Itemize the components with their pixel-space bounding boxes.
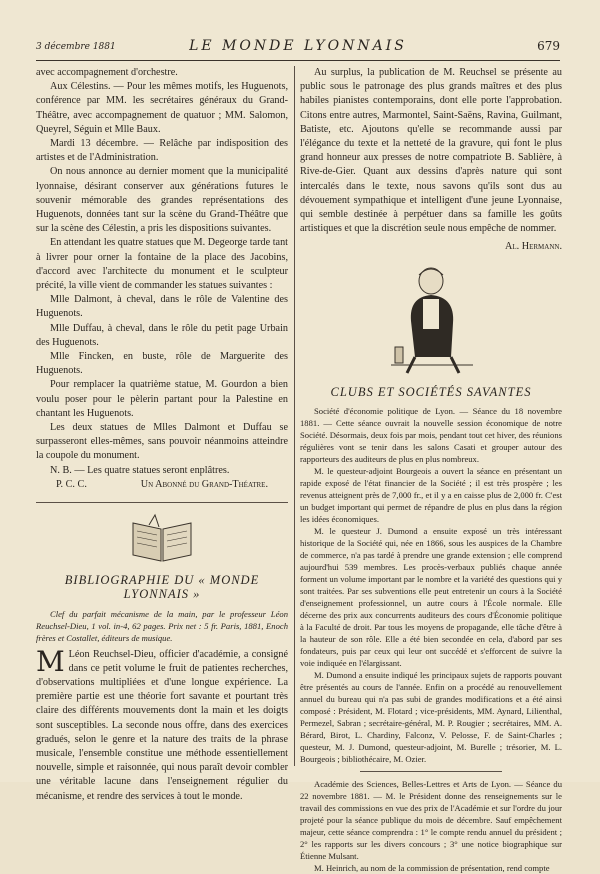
paragraph: Mlle Fincken, en buste, rôle de Marguerite des Huguenots. bbox=[36, 351, 288, 377]
book-illustration bbox=[36, 511, 288, 567]
header-rule bbox=[36, 60, 560, 61]
left-column bbox=[36, 66, 288, 804]
bibliography-review bbox=[36, 644, 288, 804]
page-header bbox=[36, 36, 560, 56]
section-rule bbox=[360, 771, 502, 772]
figure-illustration bbox=[300, 261, 562, 379]
signature-line bbox=[36, 478, 288, 492]
clubs-paragraph: M. Heinrich, au nom de la commission de présentation, rend compte bbox=[314, 862, 550, 873]
column-divider bbox=[294, 66, 295, 766]
paragraph: Mlle Duffau, à cheval, dans le rôle du petit page Urbain des Huguenots. bbox=[36, 322, 288, 348]
abonne-signature: Un Abonné du Grand-Théatre. bbox=[140, 478, 268, 490]
bibliography-reference: Clef du parfait mécanisme de la main, par le professeur Léon Reuchsel-Dieu, 1 vol. in-4, 62 pages. Prix net : 5 fr. Paris, 1881, Enoch frères et Costallet, éditeurs de musique. bbox=[36, 608, 288, 643]
open-book-icon bbox=[127, 511, 197, 567]
paragraph: Aux Célestins. — Pour les mêmes motifs, les Huguenots, conférence par MM. les secrétaires généraux du Grand-Théâtre, avec accompagnement de quatuor ; MM. Salomon, Queyrel, Séguin et Mlle Baux. bbox=[36, 81, 288, 135]
paragraph: avec accompagnement d'orchestre. bbox=[36, 67, 178, 78]
drop-cap: M bbox=[36, 644, 65, 678]
paragraph: On nous annonce au dernier moment que la municipalité lyonnaise, désirant conserver aux générations futures le souvenir mémorable des grandes représentations des Huguenots, données tant sur la scène du Grand-Théâtre que sur la scène des Célestin, a pris les dispositions suivantes. bbox=[36, 166, 288, 235]
clubs-paragraph: M. le questeur-adjoint Bourgeois a ouvert la séance en présentant un rapide exposé de l'état financier de la Société ; il est très prospère ; les revenus atteignent près de 7,000 fr., et il y a en caisse plus de 2,000 fr. C'est un budget important qui permet de répandre de plus en plus dans la région les idées économiques. bbox=[300, 465, 562, 524]
journal-title: LE MONDE LYONNAIS bbox=[189, 38, 407, 54]
issue-date: 3 décembre 1881 bbox=[36, 42, 116, 52]
clubs-title: CLUBS ET SOCIÉTÉS SAVANTES bbox=[330, 384, 532, 399]
paragraph: Mlle Dalmont, à cheval, dans le rôle de Valentine des Huguenots. bbox=[36, 294, 288, 320]
right-column bbox=[300, 66, 562, 874]
section-rule bbox=[36, 502, 288, 503]
pcc-mark: P. C. C. bbox=[56, 478, 87, 490]
page-number: 679 bbox=[537, 39, 560, 53]
paragraph: Mardi 13 décembre. — Relâche par indisposition des artistes et de l'Administration. bbox=[36, 138, 288, 164]
paragraph: Pour remplacer la quatrième statue, M. Gourdon a bien voulu poser pour le pèlerin partant pour la Palestine en chantant les Huguenots. bbox=[36, 379, 288, 419]
paragraph: En attendant les quatre statues que M. Degeorge tarde tant à livrer pour orner la fontaine de la place des Jacobins, d'accord avec l'architecte du monument et le sculpteur précité, la ville vient de commander les statues suivantes : bbox=[36, 237, 288, 292]
clubs-paragraph: M. Dumond a ensuite indiqué les principaux sujets de rapports pouvant être présentés au cours de l'année. Enfin on a procédé au renouvellement annuel du bureau qui n'a pas subi de grandes modifications et a été ainsi composé : Président, M. Flotard ; vice-présidents, MM. Aynard, Lilienthal, Permezel, Sabran ; secrétaire-général, M. P. Rougier ; secrétaires, MM. A. Bérard, Birot, L. Chardiny, Falconz, V. Pelosse, F. de Saint-Charles ; questeur, M. J. Dumond, questeur-adjoint, M. Burelle ; trésorier, M. L. Bourgeois ; bibliothécaire, M. Ozier. bbox=[300, 669, 562, 764]
author-signature: Al. Hermann. bbox=[505, 241, 562, 253]
seated-figure-icon bbox=[381, 261, 481, 379]
paragraph: Au surplus, la publication de M. Reuchsel se présente au public sous le patronage des plus grands maîtres et des plus habiles pianistes contemporains, dont elle porte l'approbation. Citons entre autres, Marmontel, Saint-Saëns, Ravina, Guilmant, Batiste, etc. Ajoutons qu'elle se recommande aussi par l'élégance du texte et la netteté de la gravure, qui font le plus grand honneur aux presses de notre compatriote B. Sablière, à Rive-de-Gier. Quant aux dessins d'après nature qui sont intercalés dans le texte, nous savons qu'ils sont dus au dévouement sympathique et intelligent d'une jeune Lyonnaise, qui semble destinée à perpétuer dans sa famille les goûts artistiques et que la discrétion seule nous empêche de nommer. bbox=[300, 67, 562, 235]
review-text: Léon Reuchsel-Dieu, officier d'académie, a consigné dans ce petit volume le fruit de patientes recherches, d'observations multipliées et d'une longue expérience. La première partie est une théorie fort savante et pourtant très claire des différents mouvements dont la main et les doigts sont susceptibles. La seconde nous offre, dans des exercices gradués, selon le genre et la nature des traits de la phrase musicale, l'ensemble constitue une méthode essentiellement nouvelle, simple et raisonnée, qui nous paraît devoir combler une véritable lacune dans l'enseignement régulier du mécanisme, et rendre des services à tout le monde. bbox=[36, 648, 288, 802]
paragraph: Les deux statues de Mlles Dalmont et Duffau se surpasseront elles-mêmes, sans pouvoir néanmoins atteindre la coupole du monument. bbox=[36, 422, 288, 462]
bibliography-title: BIBLIOGRAPHIE DU « MONDE LYONNAIS » bbox=[64, 573, 260, 602]
clubs-paragraph: Académie des Sciences, Belles-Lettres et Arts de Lyon. — Séance du 22 novembre 1881. — M. le Président donne des renseignements sur le travail des commissions en vue des prix de l'Académie et sur l'ordre du jour projeté pour la séance publique du mois de décembre. Sauf empêchement majeur, cette séance comprendra : 1° le compte rendu annuel du président ; 2° les rapports sur les divers concours ; 3° une notice biographique sur Étienne Mulsant. bbox=[300, 778, 562, 861]
clubs-paragraph: Société d'économie politique de Lyon. — Séance du 18 novembre 1881. — Cette séance ouvrait la nouvelle session économique de notre Société. Désormais, deux fois par mois, pendant tout cet hiver, des réunions régulières vont se tenir dans les salons Casati et grouper autour des rapporteurs des auditeurs de plus en plus nombreux. bbox=[300, 405, 562, 464]
clubs-paragraph: M. le questeur J. Dumond a ensuite exposé un très intéressant historique de la Société qui, née en 1866, sous les auspices de la Chambre de commerce, n'a pas tardé à prendre une grande extension ; elle comprend aujourd'hui 539 membres. Les procès-verbaux publiés chaque année forment un volume important par le nombre et la variété des questions qui y sont traitées. Par ses subventions elle peut entretenir un cours à la Société d'enseignement professionnel, un autre cours à l'École normale. Elle décerne des prix aux concurrents auditeurs des cours d'Économie politique à la Faculté de droit. Par tous les moyens de propagande, elle tâche d'être à la hauteur de son rôle. Elle a été bien secondée en cela, d'abord par ses fondateurs, puis par ceux qui leur ont succédé et s'efforcent de suivre la voie indiquée en l'élargissant. bbox=[300, 525, 562, 668]
note: N. B. — Les quatre statues seront enplâtres. bbox=[50, 464, 230, 476]
